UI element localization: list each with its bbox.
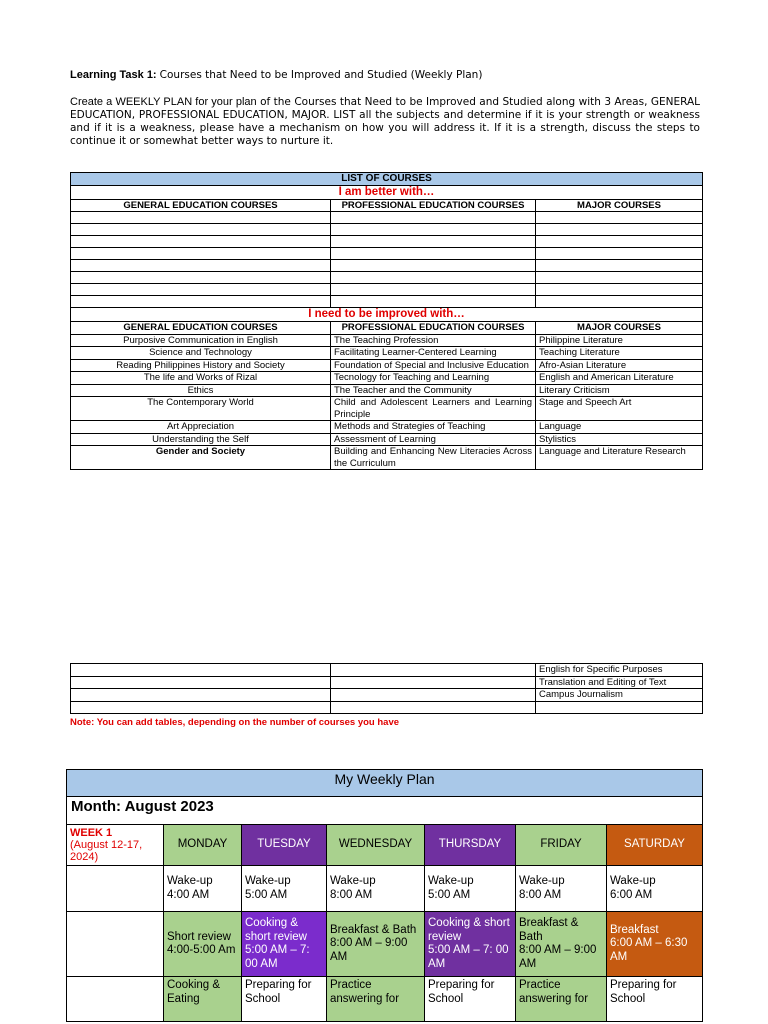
task-title: [70, 69, 482, 81]
gen-course: Gender and Society: [71, 446, 331, 470]
prof-course: [331, 664, 536, 677]
plan-cell: Wake-up 5:00 AM: [425, 866, 516, 912]
empty-row: [71, 236, 703, 248]
task-title-text: Courses that Need to be Improved and Studied (Weekly Plan): [159, 69, 483, 81]
col-prof-header: PROFESSIONAL EDUCATION COURSES: [331, 322, 536, 335]
day-header-thursday: THURSDAY: [425, 825, 516, 866]
gen-course: Purposive Communication in English: [71, 334, 331, 347]
better-label: I am better with…: [71, 185, 703, 199]
course-row: [71, 397, 703, 421]
empty-row: [71, 224, 703, 236]
instructions: [70, 96, 700, 148]
col-gen-header: GENERAL EDUCATION COURSES: [71, 322, 331, 335]
course-row: [71, 347, 703, 360]
plan-cell: Wake-up 5:00 AM: [242, 866, 327, 912]
prof-course: The Teaching Profession: [331, 334, 536, 347]
major-course: Stylistics: [536, 433, 703, 446]
instruction-lead: Create a WEEKLY PLAN for your plan: [70, 96, 257, 108]
course-row: [71, 701, 703, 713]
month-label: Month: August 2023: [67, 797, 703, 825]
prof-course: Child and Adolescent Learners and Learning Principle: [331, 397, 536, 421]
gen-course: [71, 689, 331, 702]
plan-cell: Breakfast 6:00 AM – 6:30 AM: [607, 912, 703, 977]
day-header-friday: FRIDAY: [516, 825, 607, 866]
course-row: [71, 664, 703, 677]
task-label: Learning Task 1:: [70, 69, 157, 81]
plan-cell: Preparing for School: [242, 977, 327, 1022]
course-row: [71, 421, 703, 434]
courses-table: [70, 172, 703, 470]
course-row: [71, 676, 703, 689]
gen-course: The Contemporary World: [71, 397, 331, 421]
prof-course: [331, 676, 536, 689]
course-row: [71, 359, 703, 372]
improve-label: I need to be improved with…: [71, 308, 703, 322]
day-header-tuesday: TUESDAY: [242, 825, 327, 866]
col-prof-header: PROFESSIONAL EDUCATION COURSES: [331, 199, 536, 212]
empty-row: [71, 272, 703, 284]
course-row: [71, 334, 703, 347]
empty-row: [71, 260, 703, 272]
plan-row: [67, 912, 703, 977]
col-gen-header: GENERAL EDUCATION COURSES: [71, 199, 331, 212]
courses-table-title: LIST OF COURSES: [71, 173, 703, 186]
major-course: Language and Literature Research: [536, 446, 703, 470]
prof-course: Building and Enhancing New Literacies Across the Curriculum: [331, 446, 536, 470]
major-course: Philippine Literature: [536, 334, 703, 347]
major-course: Teaching Literature: [536, 347, 703, 360]
prof-course: [331, 689, 536, 702]
major-course: [536, 701, 703, 713]
week-label-cell: [67, 825, 164, 866]
weekly-plan-table: [66, 769, 703, 1022]
col-major-header: MAJOR COURSES: [536, 322, 703, 335]
weekly-plan-title: My Weekly Plan: [67, 770, 703, 797]
day-header-wednesday: WEDNESDAY: [327, 825, 425, 866]
plan-cell: Wake-up 8:00 AM: [516, 866, 607, 912]
major-course: Translation and Editing of Text: [536, 676, 703, 689]
major-course: Campus Journalism: [536, 689, 703, 702]
course-row: [71, 446, 703, 470]
plan-cell: Practice answering for: [327, 977, 425, 1022]
empty-row: [71, 284, 703, 296]
plan-row: [67, 977, 703, 1022]
plan-cell: Wake-up 6:00 AM: [607, 866, 703, 912]
gen-course: Reading Philippines History and Society: [71, 359, 331, 372]
row-label-cell: [67, 912, 164, 977]
col-major-header: MAJOR COURSES: [536, 199, 703, 212]
row-label-cell: [67, 866, 164, 912]
plan-cell: Short review 4:00-5:00 Am: [164, 912, 242, 977]
major-course: Literary Criticism: [536, 384, 703, 397]
empty-row: [71, 248, 703, 260]
prof-course: Facilitating Learner-Centered Learning: [331, 347, 536, 360]
plan-cell: Cooking & short review 5:00 AM – 7: 00 AM: [425, 912, 516, 977]
note-text: Note: You can add tables, depending on the number of courses you have: [70, 717, 400, 728]
major-course: Stage and Speech Art: [536, 397, 703, 421]
plan-row: [67, 866, 703, 912]
gen-course: Art Appreciation: [71, 421, 331, 434]
course-row: [71, 433, 703, 446]
plan-cell: Breakfast & Bath 8:00 AM – 9:00 AM: [327, 912, 425, 977]
course-row: [71, 372, 703, 385]
prof-course: Foundation of Special and Inclusive Education: [331, 359, 536, 372]
plan-cell: Practice answering for: [516, 977, 607, 1022]
empty-row: [71, 212, 703, 224]
prof-course: Assessment of Learning: [331, 433, 536, 446]
major-course: English and American Literature: [536, 372, 703, 385]
day-header-saturday: SATURDAY: [607, 825, 703, 866]
week-range: (August 12-17, 2024): [70, 839, 143, 863]
major-course: Language: [536, 421, 703, 434]
courses-table-continued: [70, 663, 703, 714]
gen-course: [71, 701, 331, 713]
major-course: Afro-Asian Literature: [536, 359, 703, 372]
day-header-monday: MONDAY: [164, 825, 242, 866]
gen-course: Understanding the Self: [71, 433, 331, 446]
gen-course: The life and Works of Rizal: [71, 372, 331, 385]
course-row: [71, 384, 703, 397]
week-label: WEEK 1: [70, 827, 113, 839]
gen-course: Ethics: [71, 384, 331, 397]
plan-cell: Preparing for School: [425, 977, 516, 1022]
plan-cell: Breakfast & Bath 8:00 AM – 9:00 AM: [516, 912, 607, 977]
gen-course: [71, 676, 331, 689]
prof-course: Tecnology for Teaching and Learning: [331, 372, 536, 385]
plan-cell: Cooking & Eating: [164, 977, 242, 1022]
course-row: [71, 689, 703, 702]
prof-course: The Teacher and the Community: [331, 384, 536, 397]
plan-cell: Wake-up 8:00 AM: [327, 866, 425, 912]
major-course: English for Specific Purposes: [536, 664, 703, 677]
instruction-rest: of the Courses that Need to be Improved and Studied along with 3 Areas, GENERAL EDUCATION, PROFESSIONAL EDUCATION, MAJOR. LIST all the subjects and determine if it is your strength or weakness and if it is a weakness, please have a mechanism on how you will address it. If it is a strength, discuss the steps to continue it or somewhat better ways to nurture it.: [70, 96, 700, 147]
gen-course: [71, 664, 331, 677]
prof-course: Methods and Strategies of Teaching: [331, 421, 536, 434]
plan-cell: Cooking & short review 5:00 AM – 7: 00 AM: [242, 912, 327, 977]
prof-course: [331, 701, 536, 713]
gen-course: Science and Technology: [71, 347, 331, 360]
plan-cell: Wake-up 4:00 AM: [164, 866, 242, 912]
row-label-cell: [67, 977, 164, 1022]
plan-cell: Preparing for School: [607, 977, 703, 1022]
empty-row: [71, 296, 703, 308]
